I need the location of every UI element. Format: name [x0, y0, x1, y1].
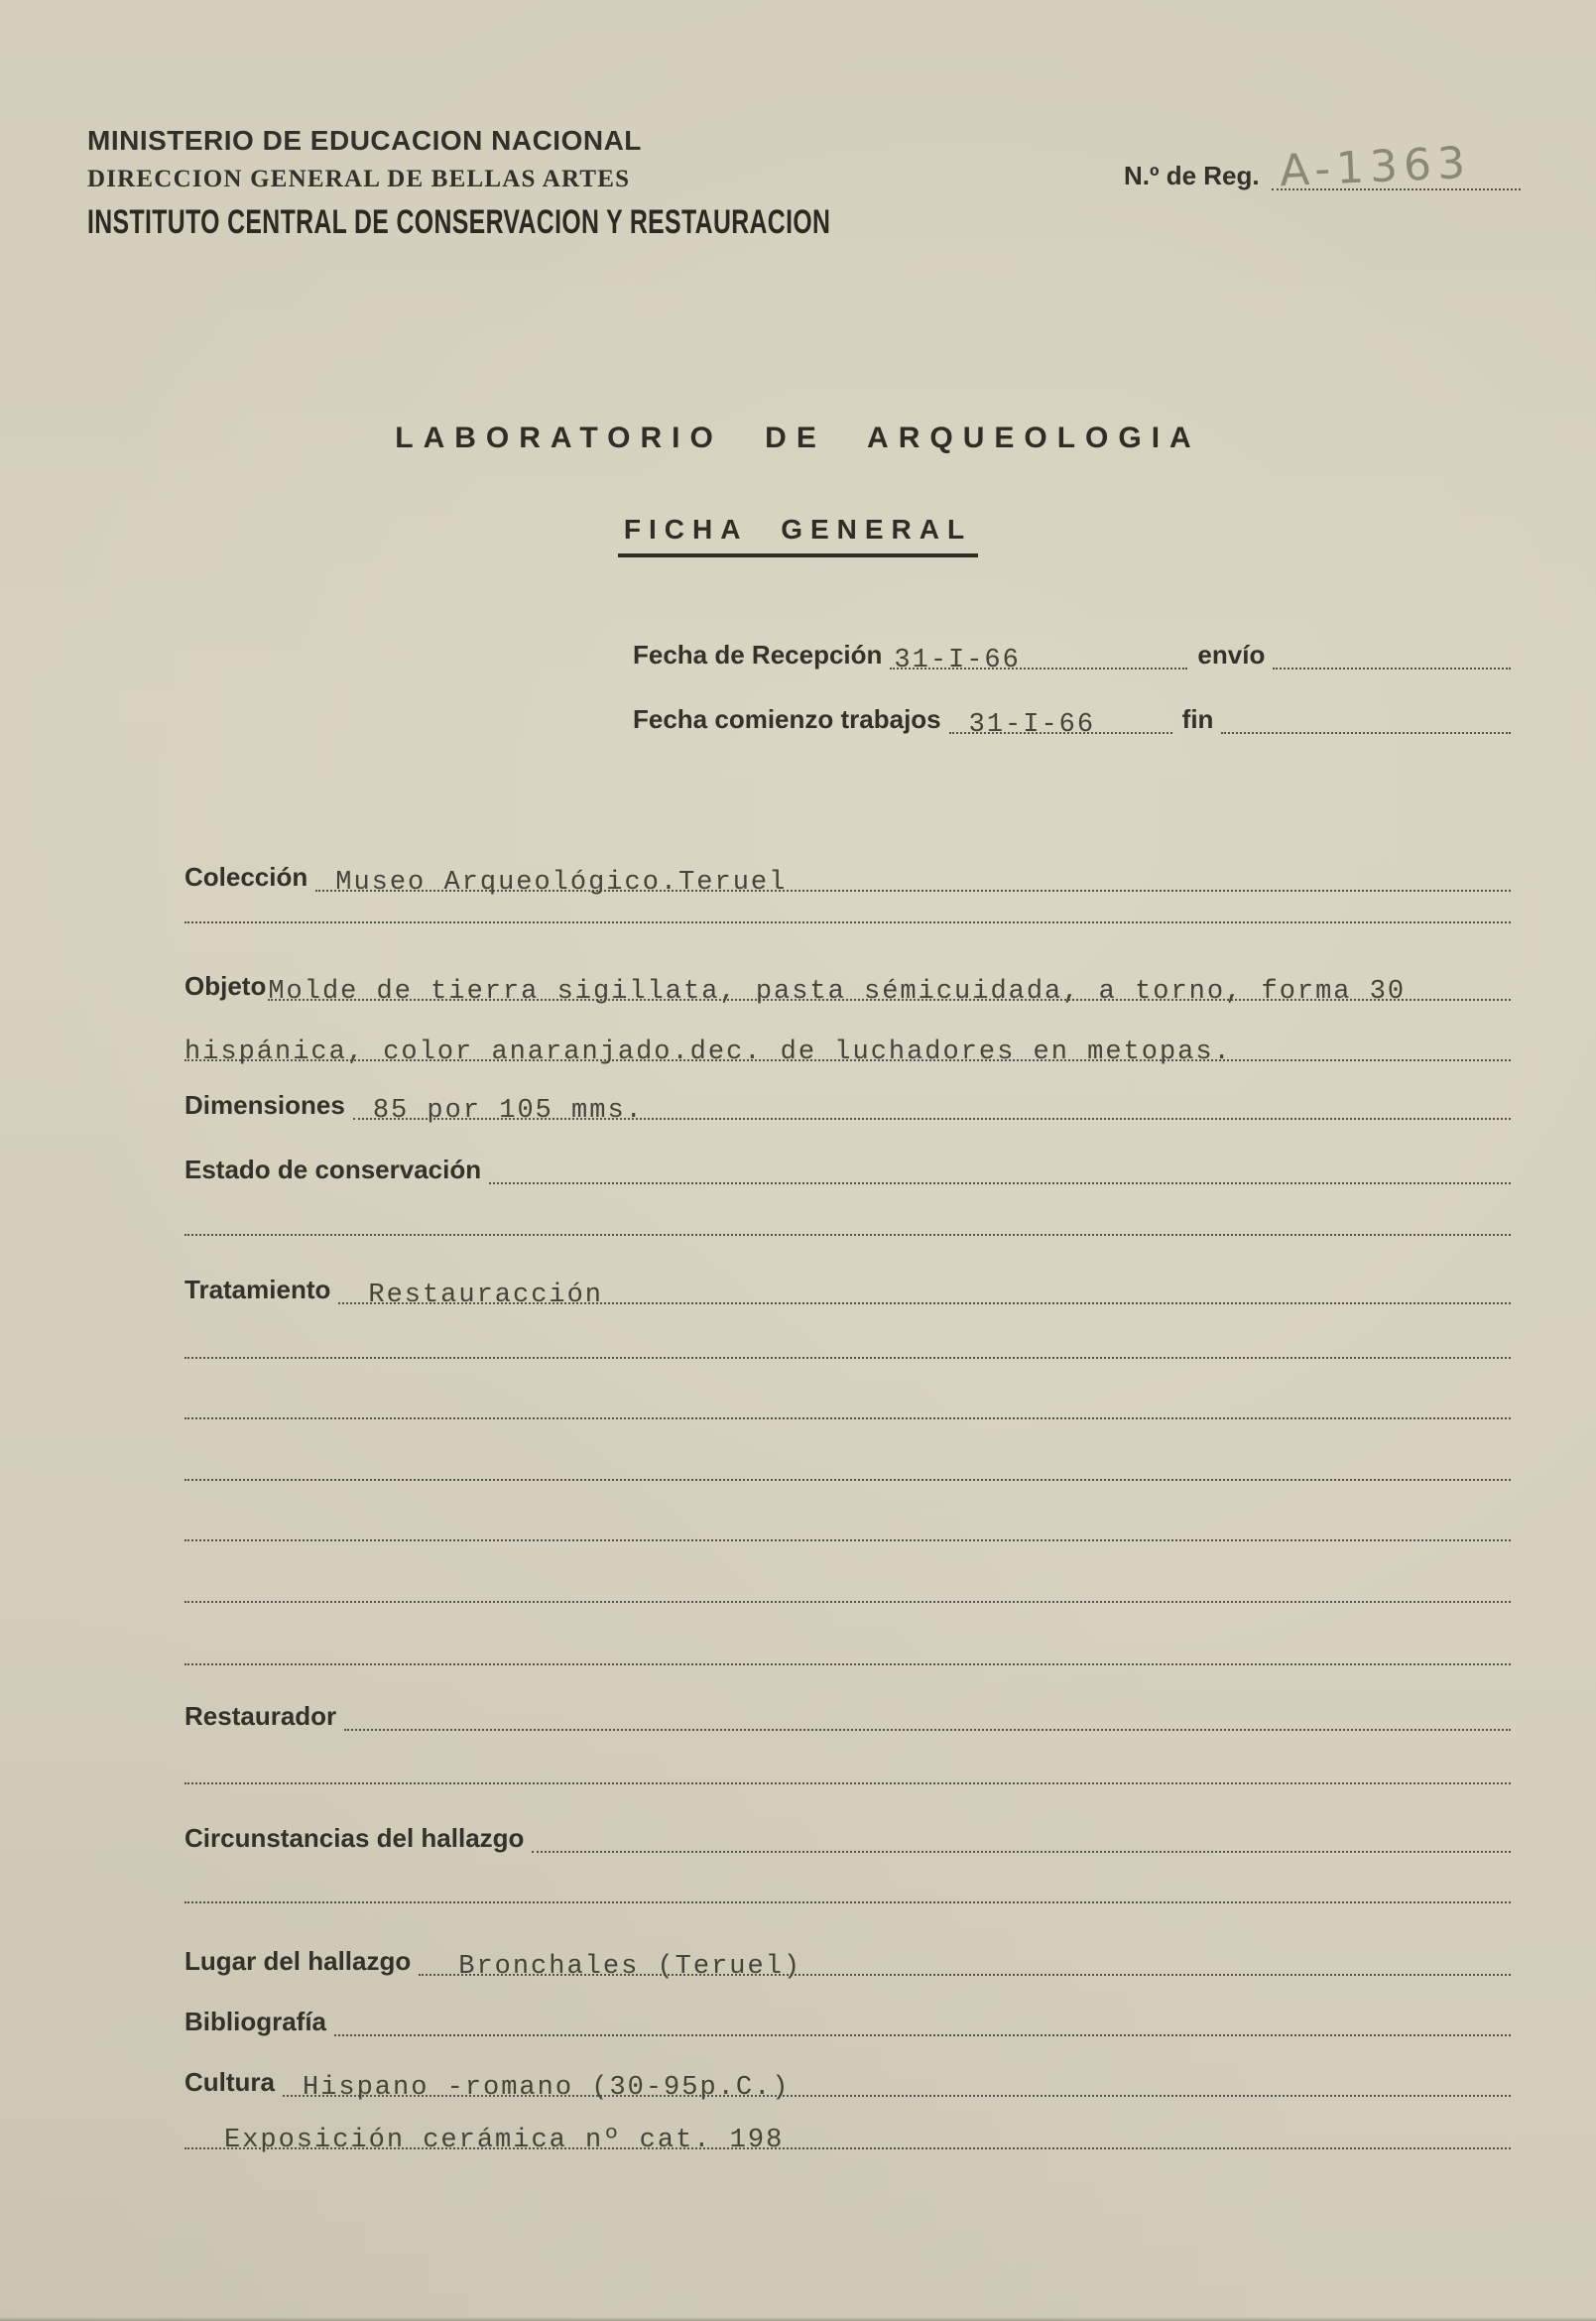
registration-block	[1124, 137, 1521, 197]
fecha-recepcion-line	[890, 638, 1187, 675]
objeto-value-line-1: Molde de tierra sigillata, pasta sémicuidada, a torno, forma 30	[268, 977, 1407, 1007]
restaurador-label: Restaurador	[184, 1701, 337, 1732]
estado-line	[489, 1147, 1511, 1184]
lugar-line	[419, 1938, 1511, 1982]
field-fecha-recepcion	[633, 630, 1511, 675]
cultura-line	[283, 2059, 1511, 2103]
field-circunstancias	[184, 1807, 1511, 1853]
exposicion-line	[184, 2112, 1511, 2155]
blank-line	[184, 1901, 1511, 1903]
field-bibliografia	[184, 1991, 1511, 2036]
tratamiento-label: Tratamiento	[184, 1275, 331, 1305]
blank-line	[184, 1601, 1511, 1603]
fecha-comienzo-value: 31-I-66	[968, 710, 1096, 740]
dimensiones-value: 85 por 105 mms.	[372, 1096, 644, 1126]
exposicion-value: Exposición cerámica nº cat. 198	[224, 2126, 785, 2155]
circunstancias-label: Circunstancias del hallazgo	[184, 1823, 525, 1854]
blank-line	[184, 1663, 1511, 1665]
fecha-recepcion-value: 31-I-66	[894, 646, 1021, 675]
objeto-label: Objeto	[184, 971, 267, 1002]
objeto-line-1	[268, 963, 1511, 1007]
blank-line	[184, 1417, 1511, 1419]
field-exposicion	[184, 2104, 1511, 2155]
cultura-label: Cultura	[184, 2067, 275, 2098]
dimensiones-line	[353, 1082, 1511, 1126]
reg-label: N.º de Reg.	[1124, 161, 1260, 191]
coleccion-value: Museo Arqueológico.Teruel	[335, 868, 788, 898]
field-cultura	[184, 2051, 1511, 2103]
fin-line	[1221, 702, 1511, 734]
field-objeto	[184, 955, 1511, 1007]
field-coleccion	[184, 846, 1511, 898]
fecha-comienzo-label: Fecha comienzo trabajos	[633, 704, 941, 735]
blank-line	[184, 1234, 1511, 1236]
blank-line	[184, 1357, 1511, 1359]
field-estado-conservacion	[184, 1139, 1511, 1184]
envio-line	[1273, 638, 1511, 670]
blank-line	[184, 921, 1511, 923]
lugar-label: Lugar del hallazgo	[184, 1946, 412, 1977]
instituto-name: INSTITUTO CENTRAL DE CONSERVACION Y RESTAURACION	[87, 203, 831, 241]
blank-line	[184, 1782, 1511, 1784]
blank-line	[184, 1539, 1511, 1541]
reg-dotted-line	[1272, 137, 1521, 197]
direccion-general-name: DIRECCION GENERAL DE BELLAS ARTES	[87, 166, 631, 192]
tratamiento-line	[338, 1267, 1511, 1310]
form-title: FICHA GENERAL	[618, 514, 978, 557]
field-fecha-comienzo	[633, 694, 1511, 740]
field-dimensiones	[184, 1074, 1511, 1126]
estado-label: Estado de conservación	[184, 1155, 482, 1185]
blank-line	[184, 1479, 1511, 1481]
fin-label: fin	[1181, 704, 1214, 735]
field-tratamiento	[184, 1259, 1511, 1310]
dimensiones-label: Dimensiones	[184, 1090, 345, 1121]
coleccion-line	[315, 854, 1511, 898]
bibliografia-label: Bibliografía	[184, 2007, 327, 2037]
cultura-value: Hispano -romano (30-95p.C.)	[303, 2073, 791, 2103]
bibliografia-line	[334, 1999, 1511, 2036]
circunstancias-line	[532, 1815, 1511, 1853]
lugar-value: Bronchales (Teruel)	[458, 1952, 802, 1982]
objeto-line-2	[184, 1024, 1511, 1067]
fecha-recepcion-label: Fecha de Recepción	[633, 640, 883, 671]
field-lugar-hallazgo	[184, 1930, 1511, 1982]
form-title-wrap	[0, 514, 1596, 557]
lab-title: LABORATORIO DE ARQUEOLOGIA	[395, 422, 1201, 454]
objeto-value-line-2: hispánica, color anaranjado.dec. de luchadores en metopas.	[184, 1038, 1232, 1067]
reg-value-handwritten: A-1363	[1278, 137, 1472, 197]
field-objeto-continuation	[184, 1016, 1511, 1067]
fecha-comienzo-line	[949, 702, 1172, 740]
restaurador-line	[344, 1693, 1511, 1731]
envio-label: envío	[1197, 640, 1266, 671]
coleccion-label: Colección	[184, 862, 308, 893]
field-restaurador	[184, 1685, 1511, 1731]
ministry-name: MINISTERIO DE EDUCACION NACIONAL	[87, 125, 642, 156]
letterhead	[87, 125, 1105, 242]
tratamiento-value: Restauracción	[368, 1281, 604, 1310]
